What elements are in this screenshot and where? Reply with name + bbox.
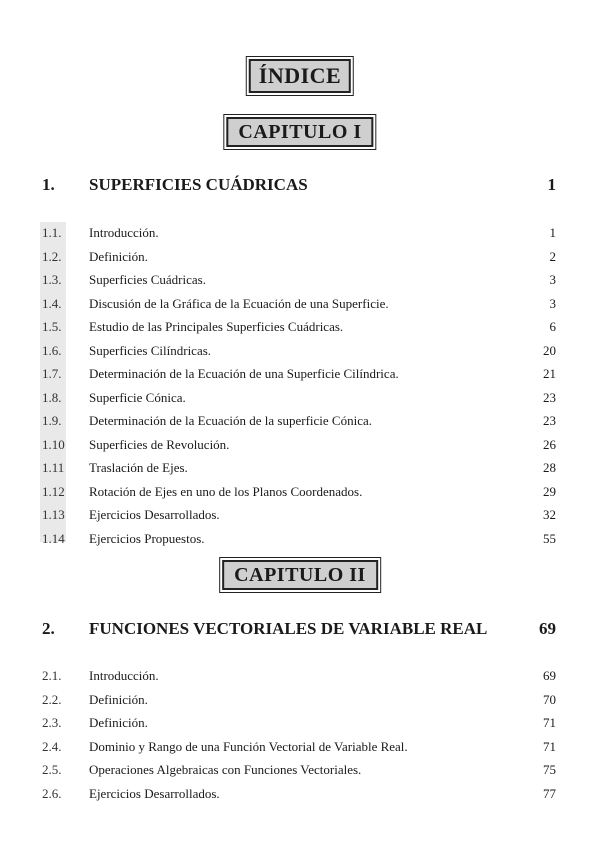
entry-number: 1.10 — [42, 436, 65, 452]
entry-title: Ejercicios Desarrollados. — [89, 785, 220, 801]
entry-number: 1.12 — [42, 483, 65, 499]
toc-entry[interactable] — [0, 457, 600, 481]
entry-title: Operaciones Algebraicas con Funciones Vectoriales. — [89, 762, 362, 777]
toc-entry[interactable] — [0, 246, 600, 270]
chapter2-heading[interactable] — [0, 617, 600, 641]
entry-number: 1.9. — [42, 413, 62, 428]
entry-number: 2.5. — [42, 762, 62, 777]
chapter1-title: SUPERFICIES CUÁDRICAS — [89, 175, 308, 194]
entry-title: Definición. — [89, 248, 148, 264]
entry-number: 1.8. — [42, 389, 62, 405]
entry-number: 1.7. — [42, 366, 62, 381]
entry-page: 2 — [549, 248, 556, 264]
entry-page: 69 — [543, 668, 556, 683]
entry-title: Estudio de las Principales Superficies Cuádricas. — [89, 319, 344, 334]
entry-number: 1.13 — [42, 507, 65, 522]
entry-number: 1.3. — [42, 272, 62, 287]
toc-entry[interactable] — [0, 410, 600, 434]
entry-page: 70 — [543, 691, 556, 707]
entry-page: 21 — [543, 366, 556, 381]
entry-title: Superficies Cilíndricas. — [89, 342, 212, 358]
toc-entry[interactable] — [0, 316, 600, 340]
entry-page: 75 — [543, 762, 556, 777]
entry-page: 55 — [543, 530, 556, 546]
entry-title: Ejercicios Desarrollados. — [89, 507, 220, 522]
entry-page: 23 — [543, 413, 556, 428]
toc-entry[interactable] — [0, 269, 600, 293]
toc-entry[interactable] — [0, 481, 600, 505]
entry-number: 1.1. — [42, 225, 62, 240]
toc-entry[interactable] — [0, 387, 600, 411]
chapter1-entries — [0, 222, 600, 551]
entry-page: 28 — [543, 460, 556, 475]
chapter1-box-title: CAPITULO I — [226, 117, 373, 147]
entry-title: Superficies de Revolución. — [89, 436, 230, 452]
chapter1-number: 1. — [42, 175, 55, 194]
toc-entry[interactable] — [0, 783, 600, 807]
toc-entry[interactable] — [0, 759, 600, 783]
index-title: ÍNDICE — [249, 59, 351, 93]
entry-number: 1.2. — [42, 248, 62, 264]
entry-page: 71 — [543, 715, 556, 730]
chapter2-number: 2. — [42, 619, 55, 638]
entry-title: Dominio y Rango de una Función Vectorial de Variable Real. — [89, 738, 408, 754]
entry-page: 20 — [543, 342, 556, 358]
entry-number: 2.3. — [42, 715, 62, 730]
chapter2-title: FUNCIONES VECTORIALES DE VARIABLE REAL — [89, 619, 488, 638]
entry-page: 77 — [543, 785, 556, 801]
entry-title: Determinación de la Ecuación de la superficie Cónica. — [89, 413, 372, 428]
entry-title: Introducción. — [89, 225, 159, 240]
entry-number: 1.4. — [42, 295, 62, 311]
entry-number: 1.14 — [42, 530, 65, 546]
chapter2-page: 69 — [539, 619, 556, 638]
entry-page: 71 — [543, 738, 556, 754]
entry-page: 3 — [549, 295, 556, 311]
toc-entry[interactable] — [0, 434, 600, 458]
entry-number: 1.11 — [42, 460, 65, 475]
entry-title: Introducción. — [89, 668, 159, 683]
entry-title: Traslación de Ejes. — [89, 460, 188, 475]
chapter1-heading[interactable] — [0, 173, 600, 197]
entry-number: 1.6. — [42, 342, 62, 358]
entry-page: 23 — [543, 389, 556, 405]
chapter2-entries — [0, 665, 600, 806]
toc-entry[interactable] — [0, 504, 600, 528]
entry-page: 32 — [543, 507, 556, 522]
entry-number: 2.6. — [42, 785, 62, 801]
entry-page: 26 — [543, 436, 556, 452]
toc-entry[interactable] — [0, 222, 600, 246]
toc-entry[interactable] — [0, 340, 600, 364]
entry-title: Definición. — [89, 691, 148, 707]
entry-title: Definición. — [89, 715, 148, 730]
chapter1-page: 1 — [547, 175, 556, 194]
entry-title: Superficie Cónica. — [89, 389, 186, 405]
toc-entry[interactable] — [0, 665, 600, 689]
toc-entry[interactable] — [0, 293, 600, 317]
entry-number: 1.5. — [42, 319, 62, 334]
entry-number: 2.4. — [42, 738, 62, 754]
entry-page: 3 — [549, 272, 556, 287]
toc-entry[interactable] — [0, 689, 600, 713]
toc-entry[interactable] — [0, 712, 600, 736]
entry-title: Ejercicios Propuestos. — [89, 530, 205, 546]
entry-number: 2.1. — [42, 668, 62, 683]
entry-title: Discusión de la Gráfica de la Ecuación de una Superficie. — [89, 295, 389, 311]
entry-title: Superficies Cuádricas. — [89, 272, 206, 287]
toc-entry[interactable] — [0, 363, 600, 387]
entry-number: 2.2. — [42, 691, 62, 707]
toc-entry[interactable] — [0, 736, 600, 760]
entry-title: Determinación de la Ecuación de una Superficie Cilíndrica. — [89, 366, 399, 381]
chapter2-box-title: CAPITULO II — [222, 560, 378, 590]
entry-page: 6 — [549, 319, 556, 334]
entry-page: 29 — [543, 483, 556, 499]
entry-title: Rotación de Ejes en uno de los Planos Coordenados. — [89, 483, 363, 499]
entry-page: 1 — [549, 225, 556, 240]
toc-entry[interactable] — [0, 528, 600, 552]
